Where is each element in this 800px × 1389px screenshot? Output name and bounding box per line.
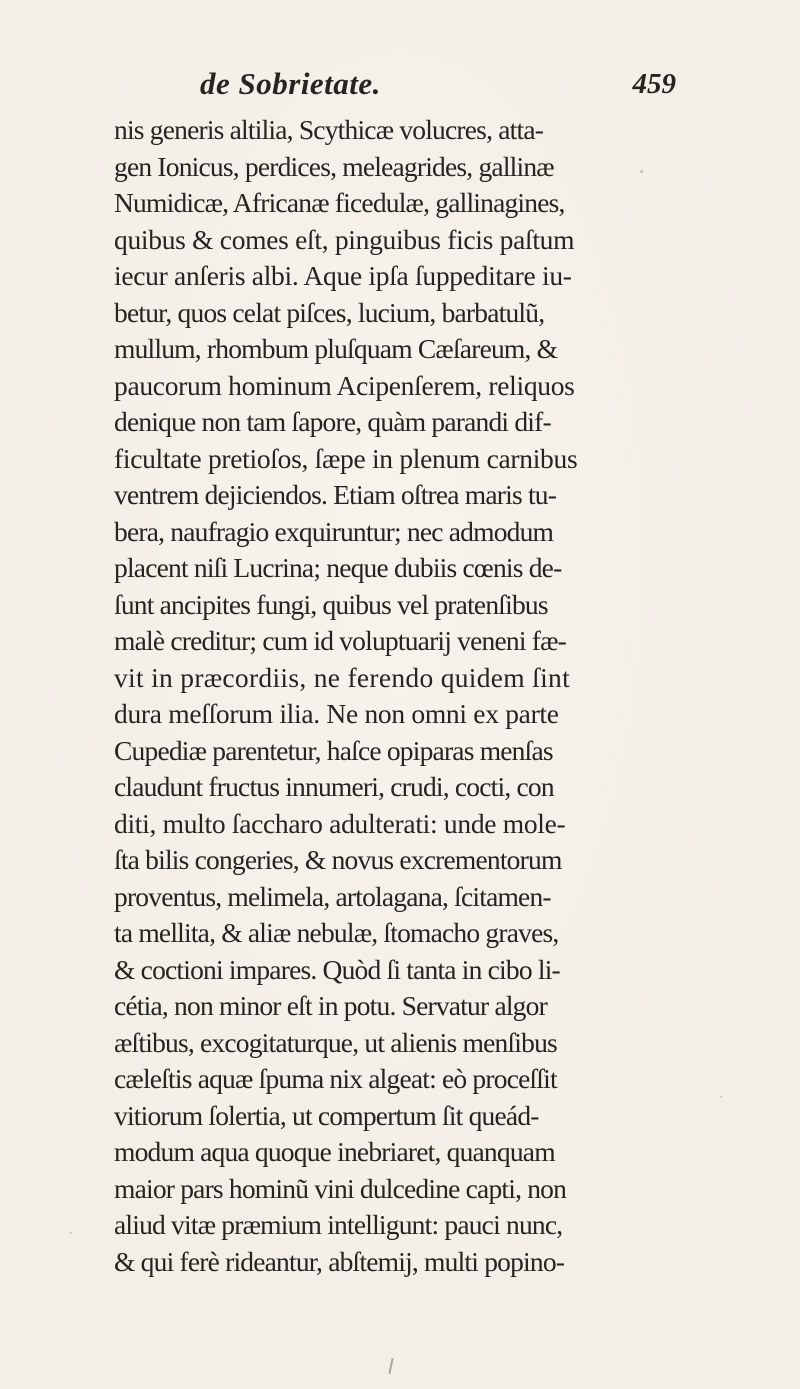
text-line: bera, naufragio exquiruntur; nec admodum — [114, 515, 554, 547]
text-line: æſtibus, excogitaturque, ut alienis menſibus — [114, 1026, 557, 1058]
ink-mark — [388, 1358, 393, 1374]
text-line: ta mellita, & aliæ nebulæ, ſtomacho graves, — [114, 917, 559, 948]
text-line: & coctioni impares. Quòd ſi tanta in cibo li- — [114, 953, 560, 985]
text-line: ficultate pretioſos, ſæpe in plenum carnibus — [114, 442, 578, 474]
text-line: aliud vitæ præmium intelligunt: pauci nunc, — [114, 1209, 563, 1240]
text-line: modum aqua quoque inebriaret, quanquam — [114, 1136, 555, 1167]
text-line: placent niſi Lucrina; neque dubiis cœnis de- — [114, 552, 562, 583]
page-number: 459 — [632, 68, 676, 100]
paper-speck — [70, 1232, 72, 1234]
text-line: & qui ferè rideantur, abſtemij, multi popino- — [114, 1245, 565, 1277]
text-line: vitiorum ſolertia, ut compertum ſit queád- — [114, 1099, 539, 1131]
text-line: ſta bilis congeries, & novus excrementorum — [114, 844, 562, 875]
text-line: Numidicæ, Africanæ ficedulæ, gallinagines, — [114, 187, 565, 218]
text-line: cétia, non minor eſt in potu. Servatur algor — [114, 990, 547, 1021]
text-line: gen Ionicus, perdices, meleagrides, gallinæ — [114, 150, 554, 182]
text-line: iecur anſeris albi. Aque ipſa ſuppeditare iu- — [114, 260, 572, 291]
text-line: paucorum hominum Acipenſerem, reliquos — [114, 369, 575, 401]
text-line: ventrem dejiciendos. Etiam oſtrea maris tu- — [114, 479, 557, 510]
text-line: quibus & comes eſt, pinguibus ficis paſtum — [114, 223, 575, 255]
running-title: de Sobrietate. — [200, 66, 381, 101]
text-line: ſunt ancipites fungi, quibus vel pratenſibus — [114, 588, 548, 620]
text-line: cæleſtis aquæ ſpuma nix algeat: eò proceſſit — [114, 1063, 557, 1094]
text-line: denique non tam ſapore, quàm parandi dif- — [114, 406, 551, 437]
text-line: diti, multo ſaccharo adulterati: unde mole- — [114, 807, 566, 839]
text-line: proventus, melimela, artolagana, ſcitamen- — [114, 880, 551, 912]
text-line: maior pars hominũ vini dulcedine capti, non — [114, 1172, 567, 1204]
text-line: malè creditur; cum id voluptuarij veneni fæ- — [114, 625, 567, 656]
text-line: vit in præcordiis, ne ferendo quidem ſint — [114, 661, 571, 693]
text-line: betur, quos celat piſces, lucium, barbatulũ, — [114, 296, 545, 328]
page-header — [96, 66, 676, 106]
text-line: dura meſſorum ilia. Ne non omni ex parte — [114, 698, 559, 729]
text-line: claudunt fructus innumeri, crudi, cocti, con — [114, 771, 554, 802]
body-text — [114, 112, 674, 1280]
text-line: nis generis altilia, Scythicæ volucres, atta- — [114, 114, 544, 145]
text-line: mullum, rhombum pluſquam Cæſareum, & — [114, 333, 558, 364]
text-line: Cupediæ parentetur, haſce opiparas menſas — [114, 734, 553, 766]
paper-speck — [640, 170, 643, 173]
paper-speck — [720, 1096, 722, 1098]
